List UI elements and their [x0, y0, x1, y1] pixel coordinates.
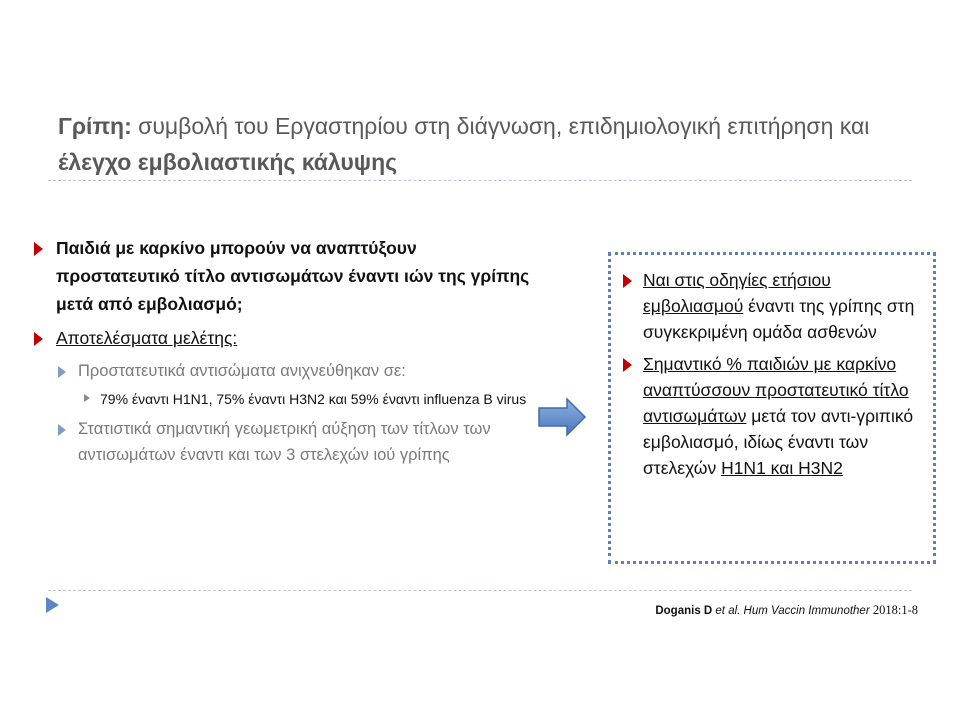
slide-title — [58, 108, 878, 180]
citation-year: 2018:1-8 — [872, 603, 918, 617]
sub-bullet-antibodies — [34, 358, 534, 384]
title-bold-1: Γρίπη: — [58, 113, 132, 139]
conclusion-bullet-2 — [623, 351, 919, 481]
title-bold-2: έλεγχο εμβολιαστικής κάλυψης — [58, 149, 398, 175]
gray-triangle-bullet-icon — [84, 394, 90, 402]
left-bullet-list — [34, 234, 534, 468]
sub-sub-bullet-percentages — [34, 388, 534, 410]
sub-bullet-text: Στατιστικά σημαντική γεωμετρική αύξηση των τίτλων των αντισωμάτων έναντι και των 3 στελεχών ιού γρίπης — [78, 420, 491, 464]
conclusion-2-strains: H1N1 και H3N2 — [721, 458, 843, 478]
blue-triangle-bullet-icon — [58, 366, 66, 378]
citation-etal: et al. — [715, 605, 741, 617]
conclusion-2-underlined: Σημαντικό % παιδιών με καρκίνο αναπτύσσουν προστατευτικό τίτλο αντισωμάτων — [643, 354, 909, 426]
footer-divider — [48, 590, 912, 591]
citation-journal: Hum Vaccin Immunother — [740, 605, 873, 617]
results-label: Αποτελέσματα μελέτης: — [56, 328, 238, 348]
conclusion-2-text: μετά τον αντι-γριπικό εμβολιασμό, ιδίως έναντι των στελεχών — [643, 406, 914, 478]
sub-bullet-titer-increase — [34, 416, 534, 468]
right-arrow-icon — [537, 396, 587, 438]
percentages-text: 79% έναντι H1N1, 75% έναντι H3N2 και 59% έναντι influenza B virus — [100, 391, 527, 407]
citation — [655, 603, 918, 618]
blue-triangle-bullet-icon — [58, 424, 66, 436]
title-divider — [48, 180, 912, 181]
red-triangle-bullet-icon — [623, 358, 632, 372]
sub-bullet-text: Προστατευτικά αντισώματα ανιχνεύθηκαν σε: — [78, 362, 406, 380]
citation-author: Doganis D — [655, 605, 716, 617]
red-triangle-bullet-icon — [34, 332, 43, 346]
conclusions-box — [608, 252, 936, 564]
red-triangle-bullet-icon — [34, 242, 43, 256]
question-bullet — [34, 234, 534, 318]
conclusion-1-underlined: Ναι στις οδηγίες ετήσιου εμβολιασμού — [643, 270, 831, 316]
conclusion-bullet-1 — [623, 267, 919, 345]
question-text: Παιδιά με καρκίνο μπορούν να αναπτύξουν προστατευτικό τίτλο αντισωμάτων έναντι ιών της γρίπης μετά από εμβολιασμό; — [56, 238, 530, 314]
conclusion-1-text: έναντι της γρίπης στη συγκεκριμένη ομάδα ασθενών — [643, 296, 915, 342]
results-bullet — [34, 324, 534, 352]
red-triangle-bullet-icon — [623, 274, 632, 288]
title-text: συμβολή του Εργαστηρίου στη διάγνωση, επιδημιολογική επιτήρηση και — [131, 113, 870, 139]
nav-triangle-icon — [46, 597, 59, 613]
